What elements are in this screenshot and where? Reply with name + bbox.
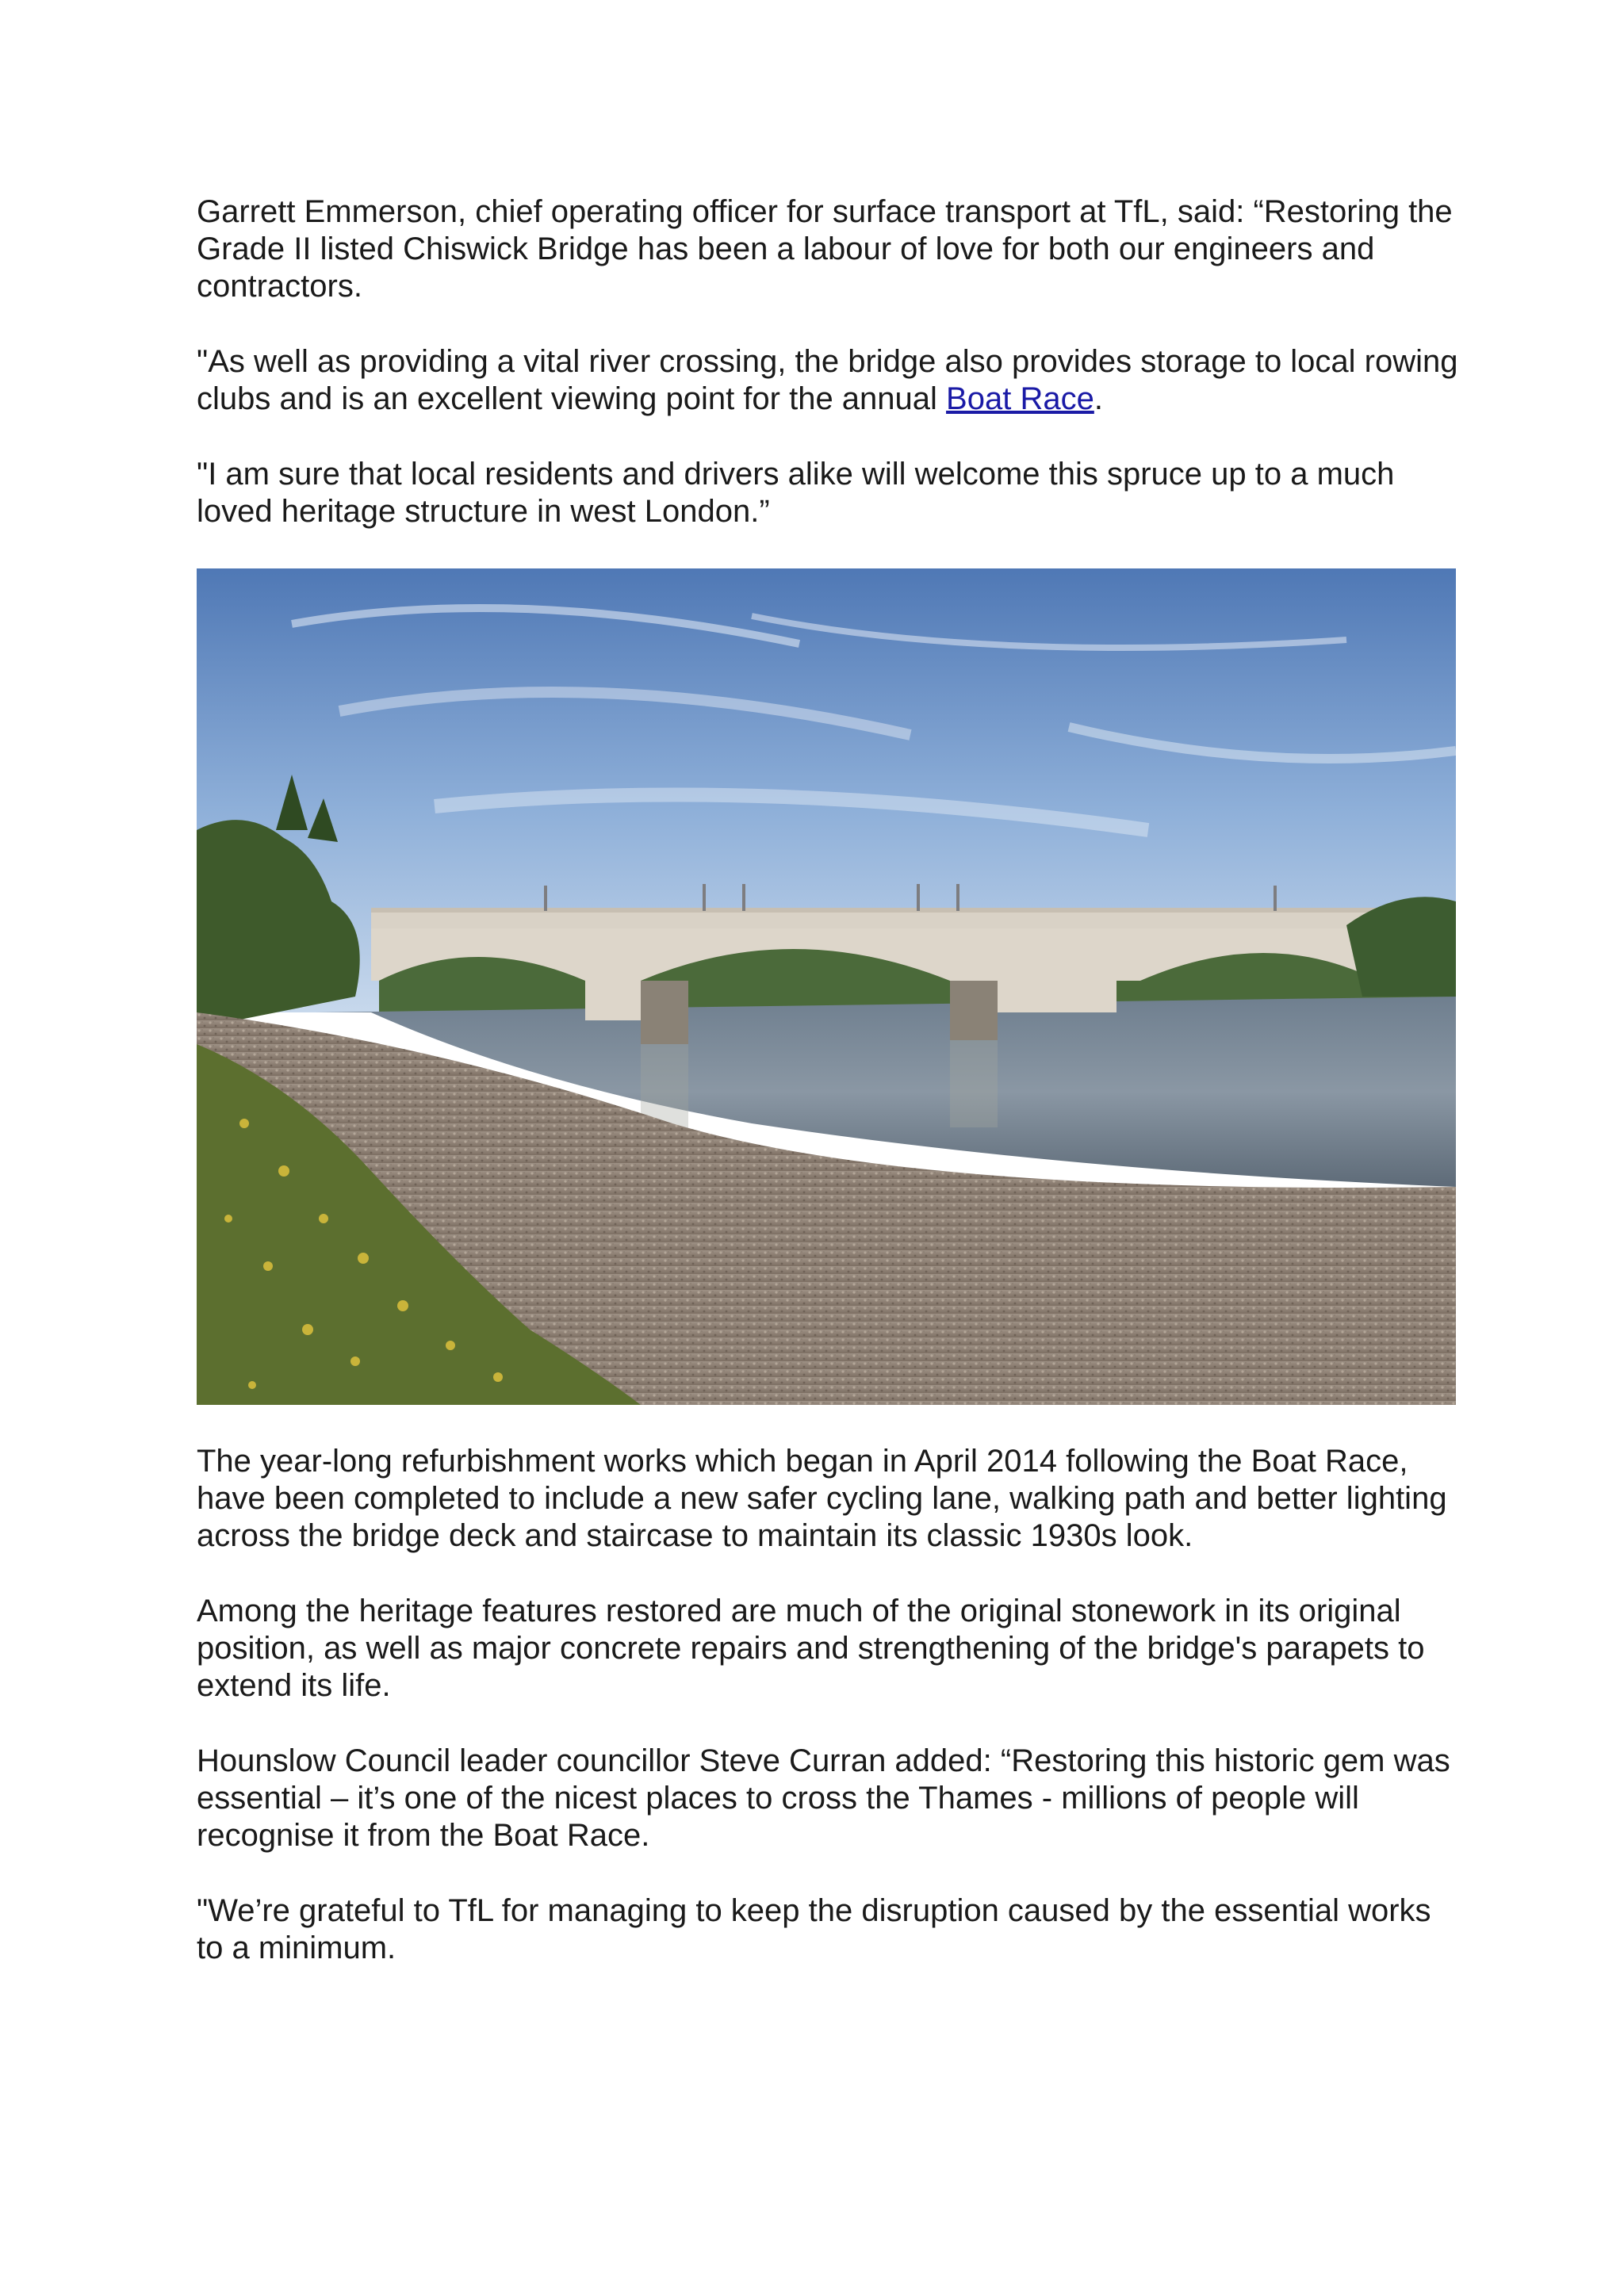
paragraph-quote-emmerson: Garrett Emmerson, chief operating officer for surface transport at TfL, said: “Restoring the Grade II listed Chiswick Bridge has been a labour of love for both our engineers and contractors. [197, 194, 1453, 304]
paragraph-river-crossing [197, 343, 1465, 418]
paragraph-text: "As well as providing a vital river crossing, the bridge also provides storage to local rowing clubs and is an excellent viewing point for the annual [197, 344, 1458, 416]
paragraph-local-residents: "I am sure that local residents and drivers alike will welcome this spruce up to a much loved heritage structure in west London.” [197, 457, 1395, 529]
paragraph-heritage-features: Among the heritage features restored are much of the original stonework in its original position, as well as major concrete repairs and strengthening of the bridge's parapets to extend its life. [197, 1594, 1425, 1703]
article-body [197, 193, 1465, 2005]
paragraph-text-end: . [1094, 381, 1103, 416]
paragraph-refurbishment: The year-long refurbishment works which began in April 2014 following the Boat Race, have been completed to include a new safer cycling lane, walking path and better lighting across the bridge deck and staircase to maintain its classic 1930s look. [197, 1444, 1447, 1553]
paragraph-quote-curran: Hounslow Council leader councillor Steve Curran added: “Restoring this historic gem was essential – it’s one of the nicest places to cross the Thames - millions of people will recognise it from the Boat Race. [197, 1743, 1450, 1853]
boat-race-link[interactable]: Boat Race [946, 381, 1094, 416]
paragraph-grateful: "We’re grateful to TfL for managing to keep the disruption caused by the essential works to a minimum. [197, 1893, 1431, 1965]
chiswick-bridge-photo [197, 568, 1456, 1405]
